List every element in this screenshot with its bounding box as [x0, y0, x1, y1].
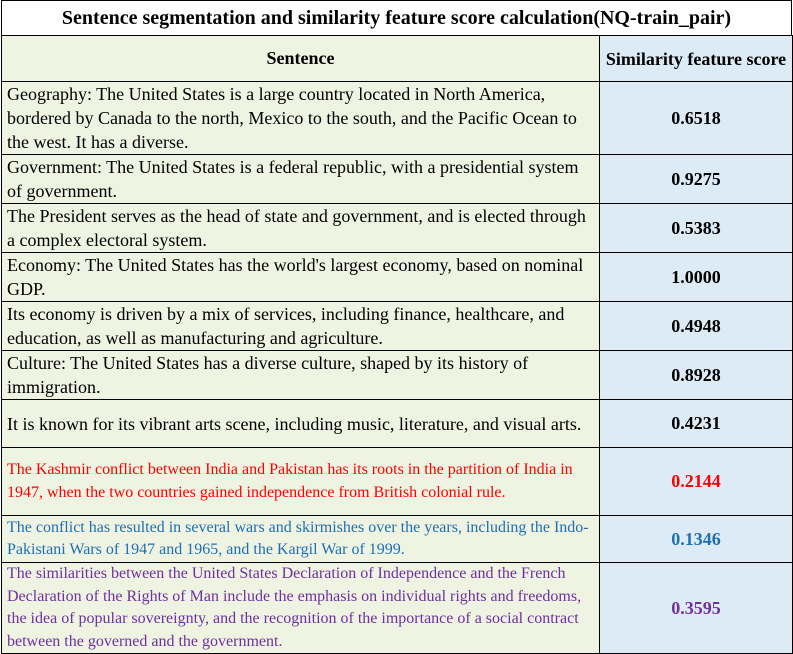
table-row: [2, 253, 793, 302]
sentence-cell: The Kashmir conflict between India and Pakistan has its roots in the partition of India in 1947, when the two countries gained independence from British colonial rule.: [2, 448, 600, 516]
score-cell: 0.1346: [600, 516, 793, 563]
table-row: [2, 448, 793, 516]
score-cell: 0.4231: [600, 400, 793, 448]
table-title: Sentence segmentation and similarity feature score calculation(NQ-train_pair): [1, 0, 792, 35]
table-row: [2, 563, 793, 654]
sentence-cell: Culture: The United States has a diverse culture, shaped by its history of immigration.: [2, 351, 600, 400]
sentence-cell: The similarities between the United States Declaration of Independence and the French Declaration of the Rights of Man include the emphasis on individual rights and freedoms, the idea of popular sovereignty, and the recognition of the importance of a social contract between the governed and the government.: [2, 563, 600, 654]
sentence-cell: It is known for its vibrant arts scene, including music, literature, and visual arts.: [2, 400, 600, 448]
score-cell: 0.9275: [600, 155, 793, 204]
score-column-header: Similarity feature score: [600, 36, 793, 82]
sentence-cell: Government: The United States is a federal republic, with a presidential system of government.: [2, 155, 600, 204]
score-cell: 0.3595: [600, 563, 793, 654]
table-row: [2, 400, 793, 448]
sentence-cell: Its economy is driven by a mix of services, including finance, healthcare, and education, as well as manufacturing and agriculture.: [2, 302, 600, 351]
score-cell: 0.5383: [600, 204, 793, 253]
sentence-cell: Economy: The United States has the world's largest economy, based on nominal GDP.: [2, 253, 600, 302]
score-cell: 0.8928: [600, 351, 793, 400]
score-cell: 0.4948: [600, 302, 793, 351]
table-row: [2, 155, 793, 204]
table-row: [2, 82, 793, 155]
similarity-table: [1, 35, 793, 654]
table-row: [2, 351, 793, 400]
sentence-column-header: Sentence: [2, 36, 600, 82]
table-container: [1, 0, 792, 654]
score-cell: 0.2144: [600, 448, 793, 516]
table-row: [2, 302, 793, 351]
score-cell: 0.6518: [600, 82, 793, 155]
table-row: [2, 204, 793, 253]
sentence-cell: The President serves as the head of state and government, and is elected through a complex electoral system.: [2, 204, 600, 253]
header-row: [2, 36, 793, 82]
table-row: [2, 516, 793, 563]
sentence-cell: Geography: The United States is a large country located in North America, bordered by Canada to the north, Mexico to the south, and the Pacific Ocean to the west. It has a diverse.: [2, 82, 600, 155]
sentence-cell: The conflict has resulted in several wars and skirmishes over the years, including the Indo-Pakistani Wars of 1947 and 1965, and the Kargil War of 1999.: [2, 516, 600, 563]
score-cell: 1.0000: [600, 253, 793, 302]
